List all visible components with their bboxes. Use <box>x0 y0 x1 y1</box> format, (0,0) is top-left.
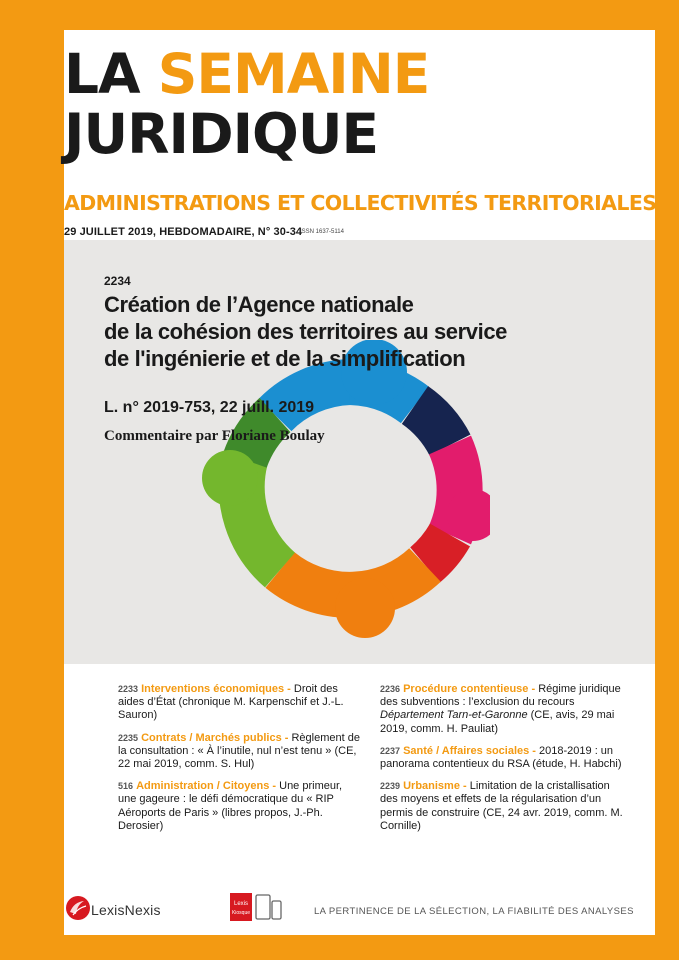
tablet-phone-icon <box>256 895 281 919</box>
toc-item-number: 2236 <box>380 684 401 694</box>
people-circle-logo-icon <box>200 340 490 640</box>
toc-item[interactable] <box>380 683 625 736</box>
toc-item-text: Droit des aides d’État (chronique M. Karpenschif et J.-L. Sauron) <box>118 683 344 722</box>
toc-item[interactable] <box>118 683 363 723</box>
feature-title-line-3: de l'ingénierie et de la simplification <box>104 346 466 371</box>
toc-item-text: Régime juridique des subventions : l’exclusion du recours <box>380 683 621 709</box>
toc-item-number: 516 <box>118 781 134 792</box>
toc-item-keyword: Urbanisme - <box>403 780 467 793</box>
dateline: 29 JUILLET 2019, HEBDOMADAIRE, N° 30-34 <box>64 226 303 238</box>
kiosque-top-label: Lexis <box>233 901 249 907</box>
lexis-kiosque-logo <box>230 891 282 923</box>
feature-reference: L. n° 2019-753, 22 juill. 2019 <box>104 399 315 416</box>
toc-item-keyword: Procédure contentieuse - <box>403 683 536 695</box>
toc-item-text: Limitation de la cristallisation des moyens et effets de la régularisation d’un permis de construire (CE, 24 avr. 2019, comm. M. Cornille) <box>380 780 623 832</box>
feature-title-line-2: de la cohésion des territoires au service <box>104 319 508 344</box>
masthead-la: LA <box>64 42 140 106</box>
feature-author: Commentaire par Floriane Boulay <box>104 428 325 444</box>
toc-item-keyword: Santé / Affaires sociales - <box>403 744 536 757</box>
toc-item-text-cont: (CE, avis, 29 mai 2019, comm. H. Pauliat) <box>380 709 615 735</box>
masthead-semaine: SEMAINE <box>157 42 430 106</box>
toc-item-keyword: Interventions économiques - <box>141 683 291 695</box>
toc-left-column <box>118 683 363 842</box>
masthead-juridique: JURIDIQUE <box>64 102 379 166</box>
toc-item[interactable] <box>118 732 363 772</box>
toc-item-keyword: Contrats / Marchés publics - <box>141 731 289 744</box>
lexisnexis-red-logo-icon <box>64 894 92 922</box>
toc-item-text: Une primeur, une gageure : le défi démocratique du « RIP Aéroports de Paris » (libres propos, J.-Ph. Derosier) <box>118 780 343 832</box>
toc-item-text: Règlement de la consultation : « À l’inutile, nul n’est tenu » (CE, 22 mai 2019, comm. S. Hul) <box>118 731 360 771</box>
feature-number: 2234 <box>104 274 131 288</box>
kiosque-bottom-label: Kiosque <box>231 910 251 916</box>
lexisnexis-brand: LexisNexis <box>91 902 161 918</box>
masthead <box>64 44 429 164</box>
toc-item[interactable] <box>118 780 363 833</box>
footer-tagline: LA PERTINENCE DE LA SÉLECTION, LA FIABILITÉ DES ANALYSES <box>314 906 634 917</box>
toc-item-number: 2235 <box>118 732 139 743</box>
edition-subtitle: ADMINISTRATIONS ET COLLECTIVITÉS TERRITORIALES <box>64 191 657 215</box>
toc-item-keyword: Administration / Citoyens - <box>136 780 277 793</box>
feature-title-line-1: Création de l’Agence nationale <box>104 292 414 317</box>
toc-item[interactable] <box>380 745 625 771</box>
toc-right-column <box>380 683 625 842</box>
issn: ISSN 1637-5114 <box>300 229 344 235</box>
toc-item-italic-text: Département Tarn-et-Garonne <box>380 709 528 722</box>
toc-item-number: 2233 <box>118 684 139 694</box>
toc-item[interactable] <box>380 780 625 833</box>
toc-item-number: 2239 <box>380 781 401 792</box>
toc-item-text: 2018-2019 : un panorama contentieux du RSA (étude, H. Habchi) <box>380 744 622 771</box>
feature-title <box>104 291 644 372</box>
toc-item-number: 2237 <box>380 745 401 756</box>
